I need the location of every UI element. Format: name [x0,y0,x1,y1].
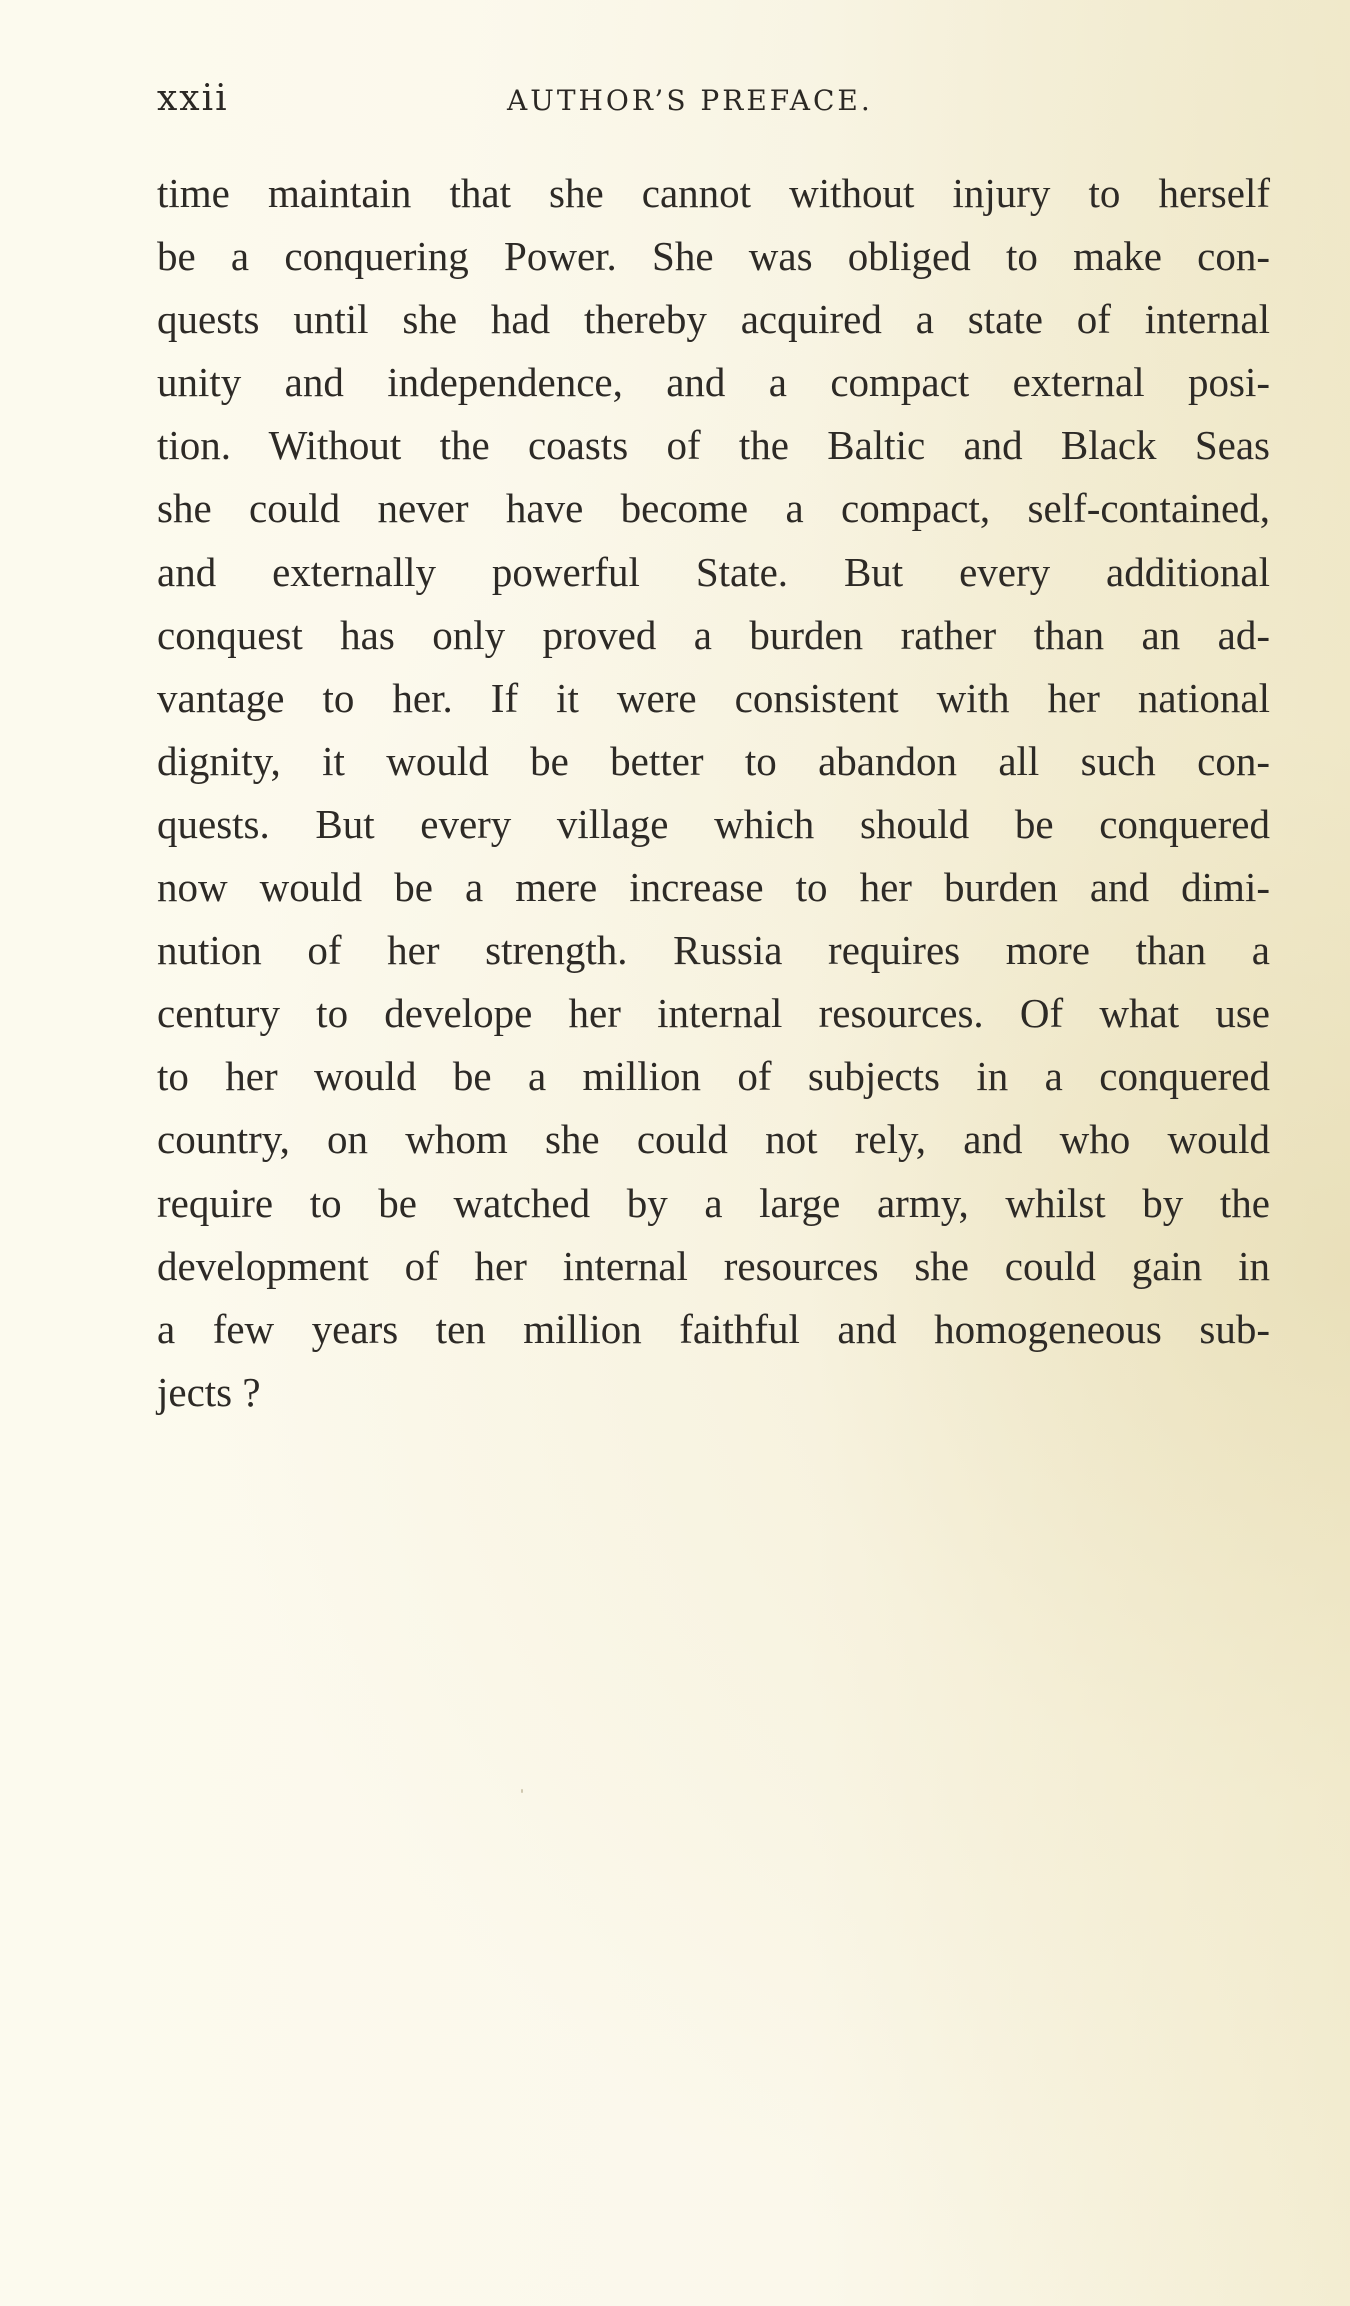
text-line: vantage to her. If it were consistent with her national [157,674,1270,721]
text-line: nution of her strength. Russia requires more than a [157,927,1270,974]
running-title: AUTHOR’S PREFACE. [507,84,873,117]
text-line: she could never have become a compact, self-contained, [157,485,1270,532]
text-line: to her would be a million of subjects in a conquered [157,1053,1270,1100]
text-line: country, on whom she could not rely, and who would [157,1116,1270,1163]
body-text [157,162,1270,1424]
text-line: quests until she had thereby acquired a state of internal [157,296,1270,343]
text-line: tion. Without the coasts of the Baltic and Black Seas [157,422,1270,469]
running-head [157,78,1270,126]
text-line: dignity, it would be better to abandon all such con- [157,737,1270,784]
text-line: require to be watched by a large army, whilst by the [157,1179,1270,1226]
text-line: now would be a mere increase to her burden and dimi- [157,864,1270,911]
text-line: a few years ten million faithful and homogeneous sub- [157,1305,1270,1352]
text-line-last: jects ? [157,1368,261,1415]
text-line: conquest has only proved a burden rather than an ad- [157,611,1270,658]
page-number: xxii [157,78,229,119]
text-line: century to develope her internal resources. Of what use [157,990,1270,1037]
text-line: quests. But every village which should be conquered [157,800,1270,847]
text-line: development of her internal resources she could gain in [157,1242,1270,1289]
text-line: time maintain that she cannot without injury to herself [157,170,1270,216]
text-line: unity and independence, and a compact external posi- [157,359,1270,406]
text-line: and externally powerful State. But every additional [157,548,1270,595]
paper-speck [521,1789,523,1793]
text-line: be a conquering Power. She was obliged to make con- [157,233,1270,280]
